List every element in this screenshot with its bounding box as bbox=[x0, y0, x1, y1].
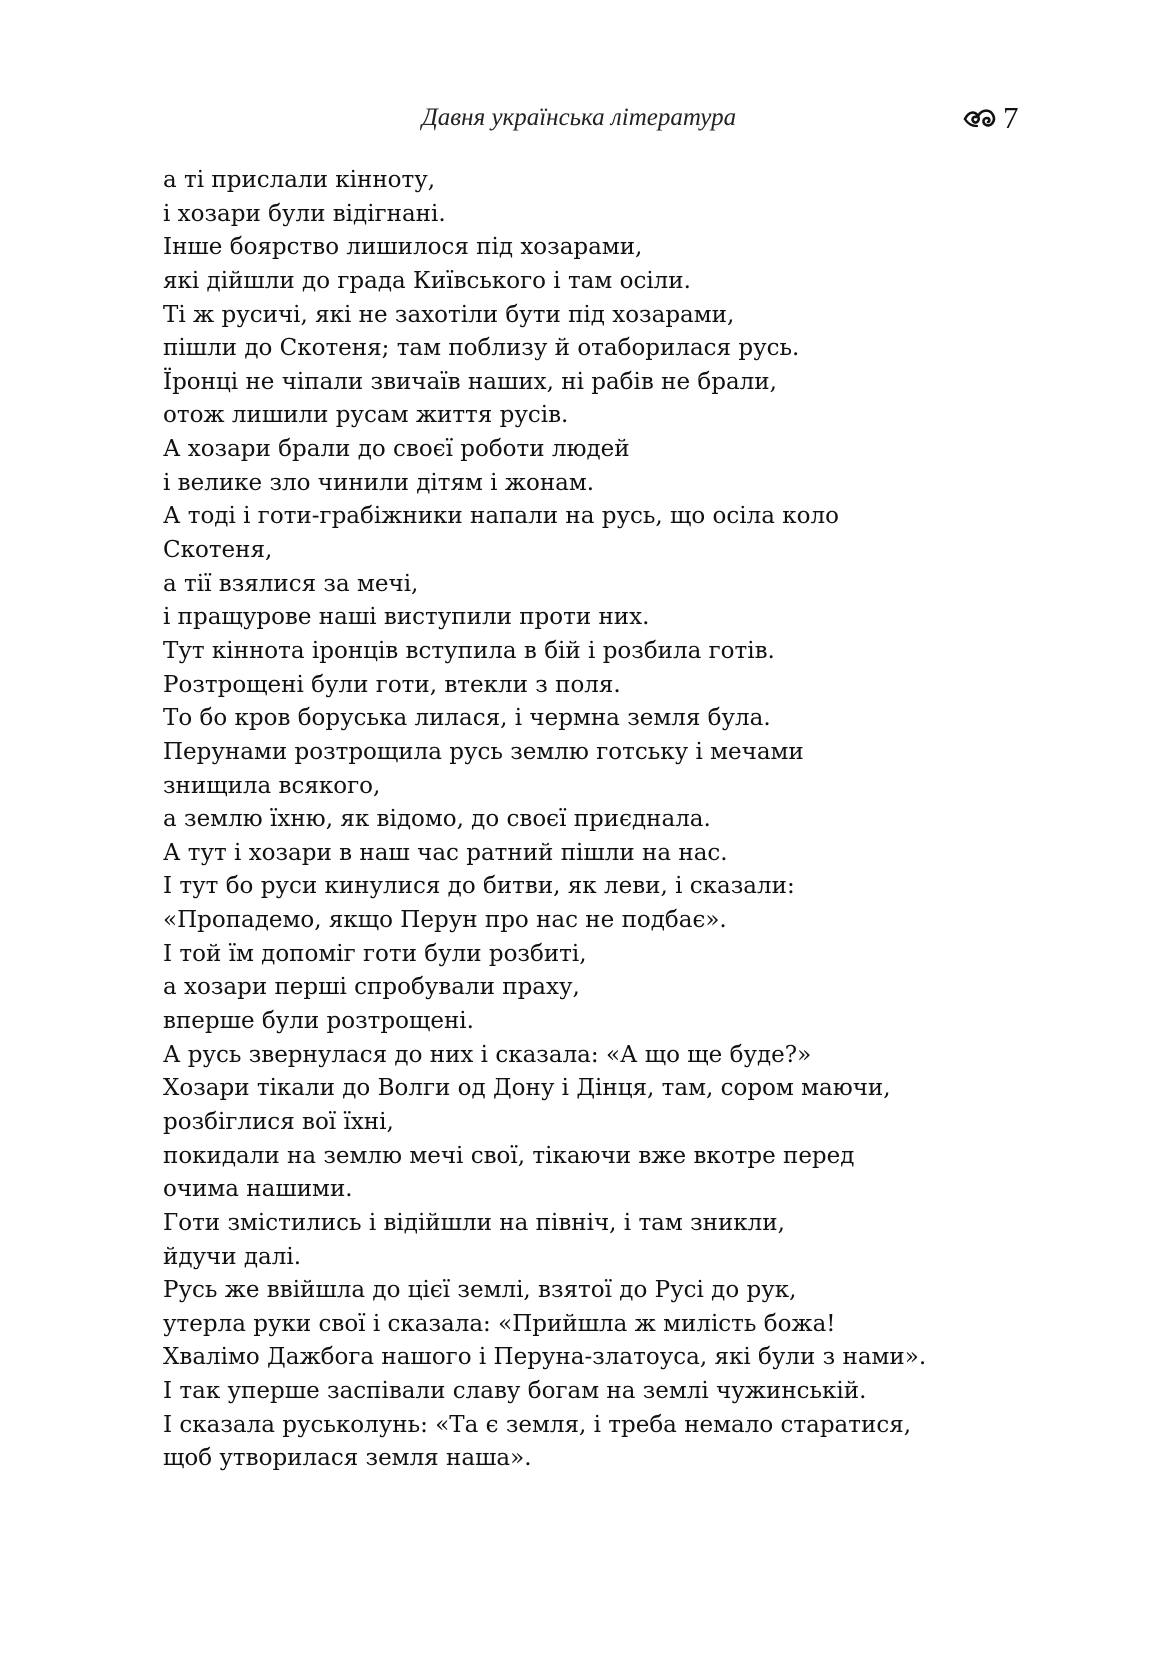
text-line: І тут бо руси кинулися до битви, як леви, і сказали: bbox=[163, 873, 795, 900]
text-line: А хозари брали до своєї роботи людей bbox=[163, 436, 630, 463]
swirl-ornament-icon bbox=[963, 106, 999, 132]
running-header bbox=[0, 100, 1158, 140]
text-line: І сказала руськолунь: «Та є земля, і треба немало старатися, bbox=[163, 1411, 912, 1438]
text-line: пішли до Скотеня; там поблизу й отаборилася русь. bbox=[163, 335, 800, 362]
text-line: Їронці не чіпали звичаїв наших, ні рабів не брали, bbox=[163, 368, 777, 395]
text-line: Перунами розтрощила русь землю готську і мечами bbox=[163, 738, 804, 765]
text-line: «Пропадемо, якщо Перун про нас не подбає». bbox=[163, 907, 727, 934]
page-number: 7 bbox=[1003, 100, 1019, 135]
text-line: Русь же ввійшла до цієї землі, взятої до Русі до рук, bbox=[163, 1277, 797, 1304]
text-line: І так уперше заспівали славу богам на землі чужинській. bbox=[163, 1378, 867, 1405]
text-line: йдучи далі. bbox=[163, 1243, 302, 1270]
text-line: покидали на землю мечі свої, тікаючи вже вкотре перед bbox=[163, 1142, 855, 1169]
text-line: а тії взялися за мечі, bbox=[163, 570, 419, 597]
text-line: які дійшли до града Київського і там осіли. bbox=[163, 267, 691, 294]
text-line: Хозари тікали до Волги од Дону і Дінця, там, сором маючи, bbox=[163, 1075, 891, 1102]
text-line: А русь звернулася до них і сказала: «А що ще буде?» bbox=[163, 1041, 812, 1068]
text-line: щоб утворилася земля наша». bbox=[163, 1445, 532, 1472]
text-line: і пращурове наші виступили проти них. bbox=[163, 604, 650, 631]
text-line: утерла руки свої і сказала: «Прийшла ж милість божа! bbox=[163, 1310, 836, 1337]
text-line: вперше були розтрощені. bbox=[163, 1008, 474, 1035]
text-line: а землю їхню, як відомо, до своєї приєднала. bbox=[163, 806, 711, 833]
text-line: Ті ж русичі, які не захотіли бути під хозарами, bbox=[163, 301, 735, 328]
text-line: розбіглися вої їхні, bbox=[163, 1108, 394, 1135]
text-line: Скотеня, bbox=[163, 537, 273, 564]
text-line: Тут кіннота іронців вступила в бій і розбила готів. bbox=[163, 637, 775, 664]
text-line: і хозари були відігнані. bbox=[163, 200, 446, 227]
text-line: То бо кров боруська лилася, і чермна земля була. bbox=[163, 705, 771, 732]
text-line: А тоді і готи-грабіжники напали на русь, що осіла коло bbox=[163, 503, 839, 530]
text-line: Хвалімо Дажбога нашого і Перуна-златоуса, які були з нами». bbox=[163, 1344, 927, 1371]
text-line: Готи змістились і відійшли на північ, і там зникли, bbox=[163, 1209, 785, 1236]
text-line: а ті прислали кінноту, bbox=[163, 167, 436, 193]
text-line: Інше боярство лишилося під хозарами, bbox=[163, 234, 643, 261]
running-header-title: Давня українська література bbox=[421, 104, 737, 131]
poem-text-body bbox=[163, 164, 1063, 1476]
text-line: А тут і хозари в наш час ратний пішли на нас. bbox=[163, 839, 728, 866]
text-line: знищила всякого, bbox=[163, 772, 381, 799]
text-line: Розтрощені були готи, втекли з поля. bbox=[163, 671, 621, 698]
text-line: і велике зло чинили дітям і жонам. bbox=[163, 469, 595, 496]
text-line: отож лишили русам життя русів. bbox=[163, 402, 569, 429]
text-line: І той їм допоміг готи були розбиті, bbox=[163, 940, 587, 967]
text-line: а хозари перші спробували праху, bbox=[163, 974, 580, 1001]
text-line: очима нашими. bbox=[163, 1176, 353, 1203]
